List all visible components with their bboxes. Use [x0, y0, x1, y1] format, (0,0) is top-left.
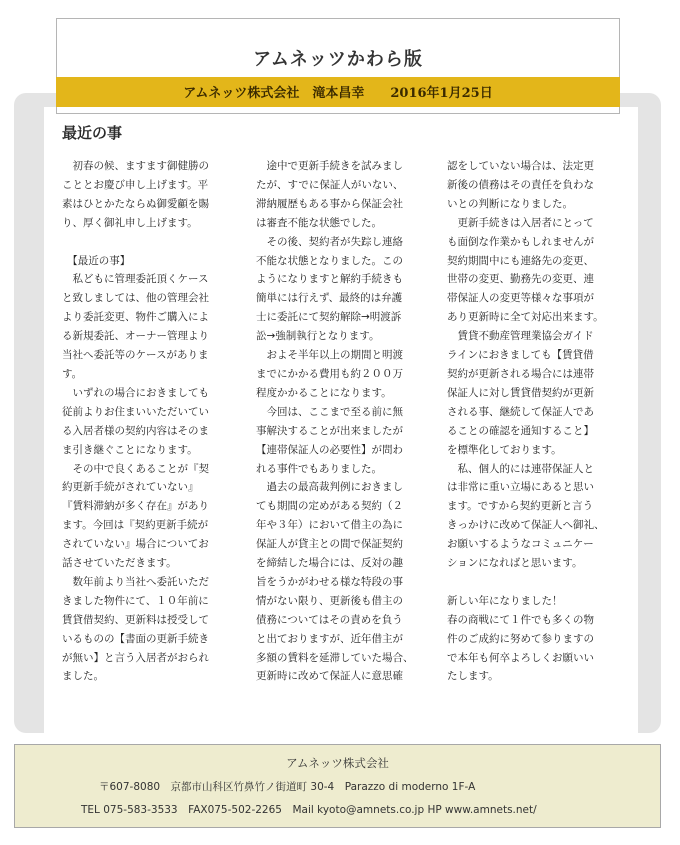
newsletter-title: アムネッツかわら版 — [253, 49, 423, 70]
article-line: 当社へ委託等のケースがありま — [62, 349, 209, 362]
article-line: 今回は、ここまで至る前に無 — [256, 405, 403, 418]
article-line: 約更新手続がされていない』 — [62, 481, 199, 494]
article-line: 春の商戦にて１件でも多くの物 — [447, 613, 594, 626]
article-column-3 — [447, 157, 605, 686]
article-line: たが、すでに保証人がいない、 — [256, 178, 404, 191]
article-line: きっかけに改めて保証人へ御礼、 — [447, 519, 605, 532]
article-line: と出ておりますが、近年借主が — [256, 632, 403, 645]
article-line: 債務についてはその責めを負う — [256, 613, 403, 626]
article-line: までにかかる費用も約２００万 — [256, 367, 403, 380]
article-line: 更新手続きは入居者にとって — [447, 216, 594, 229]
article-line: 契約が更新される場合には連帯 — [447, 367, 594, 380]
article-line: 私、個人的には連帯保証人と — [447, 462, 594, 475]
article-line: ても期間の定めがある契約（２ — [256, 500, 403, 513]
article-line: いずれの場合におきましても — [62, 386, 209, 399]
article-line: される事、継続して保証人であ — [447, 405, 594, 418]
article-line: 程度かかることになります。 — [256, 386, 392, 399]
article-line: 帯保証人の変更等様々な事項が — [447, 292, 594, 305]
article-line: 件のご成約に努めて参りますの — [447, 632, 594, 645]
article-line: 不能な状態となりました。この — [256, 254, 403, 267]
article-line: 賃貸借契約、更新料は授受して — [62, 613, 209, 626]
article-line: ラインにおきましても【賃貸借 — [447, 349, 594, 362]
article-line: 初春の候、ますます御健勝の — [62, 160, 209, 172]
article-line: されていない』場合についてお — [62, 538, 209, 551]
article-line: いるものの【書面の更新手続き — [62, 632, 209, 645]
article-line: は審査不能な状態でした。 — [256, 216, 382, 229]
article-line: ます。今回は『契約更新手続が — [62, 519, 209, 532]
article-line: 保証人が貸主との間で保証契約 — [256, 538, 403, 551]
article-line — [62, 233, 209, 252]
article-line: れる事件でもありました。 — [256, 462, 382, 475]
article-line: 【最近の事】 — [62, 254, 131, 267]
footer-contact: TEL 075-583-3533 FAX075-502-2265 Mail kyoto@amnets.co.jp HP www.amnets.net/ — [81, 804, 537, 816]
article-line: 多額の賃料を延滞していた場合、 — [256, 651, 414, 664]
article-line: を締結した場合には、反対の趣 — [256, 557, 403, 570]
article-line: より委託変更、物件ご購入によ — [62, 311, 209, 324]
article-line: たします。 — [447, 670, 499, 683]
article-line — [447, 573, 605, 592]
article-line: いとの判断になりました。 — [447, 197, 573, 210]
article-line: およそ半年以上の期間と明渡 — [256, 349, 403, 362]
article-line: 過去の最高裁判例におきまし — [256, 481, 403, 494]
article-line: 滞納履歴もある事から保証会社 — [256, 197, 403, 210]
article-line: も面倒な作業かもしれませんが — [447, 235, 594, 248]
article-line: 更新時に改めて保証人に意思確 — [256, 670, 403, 683]
article-line: こととお慶び申し上げます。平 — [62, 178, 209, 191]
article-line: ます。ですから契約更新と言う — [447, 500, 594, 513]
company-footer — [14, 744, 661, 828]
article-line: 契約期間中にも連絡先の変更、 — [447, 254, 594, 267]
article-line: 認をしていない場合は、法定更 — [447, 160, 594, 172]
article-line: 新しい年になりました！ — [447, 594, 563, 607]
article-line: お願いするようなコミュニケー — [447, 538, 594, 551]
article-line: 旨をうかがわせる様な特段の事 — [256, 575, 403, 588]
footer-company-name: アムネッツ株式会社 — [286, 756, 389, 770]
article-line: 保証人に対し賃貸借契約が更新 — [447, 386, 594, 399]
article-line: る新規委託、オーナー管理より — [62, 330, 209, 343]
article-line: その後、契約者が失踪し連絡 — [256, 235, 403, 248]
article-line: 賃貸不動産管理業協会ガイド — [447, 330, 594, 343]
article-line: その中で良くあることが『契 — [62, 462, 209, 475]
article-line: 途中で更新手続きを試みまし — [256, 160, 403, 172]
article-line: を標準化しております。 — [447, 443, 562, 456]
article-line: で本年も何卒よろしくお願いい — [447, 651, 594, 664]
article-line: 世帯の変更、勤務先の変更、連 — [447, 273, 594, 286]
article-line: 【連帯保証人の必要性】が問わ — [256, 443, 403, 456]
article-line: 事解決することが出来ましたが — [256, 424, 403, 437]
article-line: は非常に重い立場にあると思い — [447, 481, 594, 494]
article-line: ようになりますと解約手続きも — [256, 273, 403, 286]
article-line: る入居者様の契約内容はそのま — [62, 424, 209, 437]
article-line: ました。 — [62, 670, 104, 683]
article-line: 数年前より当社へ委託いただ — [62, 575, 209, 588]
article-line: 士に委託にて契約解除→明渡訴 — [256, 311, 402, 324]
article-column-1 — [62, 157, 209, 686]
article-line: ま引き継ぐことになります。 — [62, 443, 198, 456]
author-date-bar — [56, 77, 620, 107]
article-line: 訟→強制執行となります。 — [256, 330, 380, 343]
article-line: と致しましては、他の管理会社 — [62, 292, 209, 305]
article-line: ションになればと思います。 — [447, 557, 583, 570]
article-line: す。 — [62, 367, 83, 380]
article-line: 簡単には行えず、最終的は弁護 — [256, 292, 403, 305]
article-line: が無い】と言う入居者がおられ — [62, 651, 209, 664]
article-line: 従前よりお住まいいただいてい — [62, 405, 209, 418]
article-line: 新後の債務はその責任を負わな — [447, 178, 594, 191]
author-date-line: アムネッツ株式会社 滝本昌幸 2016年1月25日 — [183, 86, 493, 101]
article-line: きました物件にて、１０年前に — [62, 594, 209, 607]
article-line: 話させていただきます。 — [62, 557, 177, 570]
section-title: 最近の事 — [62, 124, 123, 142]
article-column-2 — [256, 157, 414, 686]
article-line: 年や３年）において借主の為に — [256, 519, 403, 532]
article-line: り、厚く御礼申し上げます。 — [62, 216, 198, 229]
footer-address: 〒607-8080 京都市山科区竹鼻竹ノ街道町 30-4 Parazzo di moderno 1F-A — [99, 781, 476, 793]
article-line: ることの確認を通知すること】 — [447, 424, 594, 437]
article-line: 私どもに管理委託頂くケース — [62, 273, 209, 286]
article-line: 素はひとかたならぬ御愛顧を賜 — [62, 197, 209, 210]
article-line: あり更新時に全て対応出来ます。 — [447, 311, 604, 324]
article-line: 『賃料滞納が多く存在』があり — [62, 500, 209, 513]
article-line: 情がない限り、更新後も借主の — [256, 594, 403, 607]
